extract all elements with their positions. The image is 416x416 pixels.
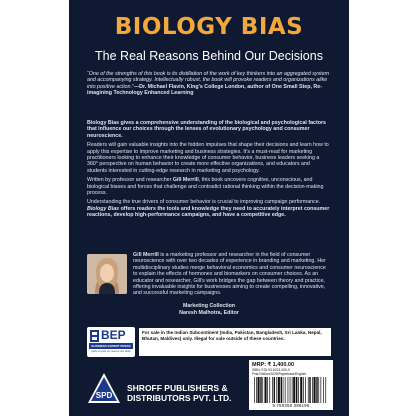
quote-attribution: —Dr. Michael Flavin, King's College London, author of One Small Step, Re-imagining Technology Enhanced Learning <box>87 83 322 97</box>
bep-mark-icon <box>90 330 99 342</box>
description-para-3: Written by professor and researcher Gill Merrill, this book uncovers cognitive, unconscious, and biological biases and forces that challenge and contradict rational thinking within the decision-making process. <box>87 177 324 197</box>
quote-text: “One of the strengths of this book is its distillation of the work of key thinkers into an aggregated system and accompanying strategy. Intellectually robust, the book will provoke readers and organizations alike into positive action.” <box>87 71 330 90</box>
author-bio: Gill Merrill is a marketing professor and researcher in the field of consumer neuroscience with over two decades of experience in branding and marketing. Her multidisciplinary studies merge behavioral economics and consumer neuroscience to explain the effects of hormones and biomarkers on consumer choices. As an educator and researcher, Gill’s work bridges the gap between theory and practice, offering invaluable insights for businesses aiming to create compelling, innovative, and successful marketing campaigns. <box>133 252 326 297</box>
book-subtitle: The Real Reasons Behind Our Decisions <box>95 49 323 63</box>
barcode-box <box>249 360 333 410</box>
description-para-4: Understanding the true drivers of consumer behavior is crucial to improving campaign performance. Biology Bias offers readers the tools and knowledge they need to accurately interpret consumer reactions, develop high-performance campaigns, and have a competitive edge. <box>87 199 330 219</box>
mrp-price: MRP: ₹ 1,400.00 <box>252 362 295 368</box>
collection-info <box>69 303 349 316</box>
book-title: BIOLOGY BIAS <box>114 14 304 40</box>
endorsement-quote <box>87 71 331 97</box>
spd-logo-text: SPD <box>95 391 113 400</box>
collection-name: Marketing Collection <box>182 303 236 309</box>
collection-editor: Naresh Malhotra, Editor <box>179 309 239 316</box>
spd-logo-icon <box>87 372 121 406</box>
barcode-icon <box>253 377 329 403</box>
back-cover <box>69 0 349 416</box>
description-lead: Biology Bias gives a comprehensive understanding of the biological and psychological factors that influence our choices through the lenses of evolutionary psychology and consumer neuroscience. <box>87 120 326 139</box>
bep-logo: BEP BUSINESS EXPERT PRESS guide to good you need is your ideas <box>87 327 135 357</box>
author-photo <box>87 254 127 294</box>
publisher-name: SHROFF PUBLISHERS & DISTRIBUTORS PVT. LTD. <box>127 383 232 403</box>
description-para-2: Readers will gain valuable insights into the hidden impulses that shape their decisions and learn how to apply this expertise to improve marketing and business strategies. It’s a must-read for marketing practitioners looking to enhance their knowledge of consumer behavior, business leaders seeking a 360° perspective on human behavior to create more effective organizations, and educators and students interested in cutting-edge research in marketing and psychology. <box>87 142 329 174</box>
isbn-line: ISBN: 978-93-5213-000-0 <box>252 368 290 372</box>
edition-line: First Edition/2025/Paperback/English <box>252 372 307 376</box>
sale-territory-notice: For sale in the Indian Subcontinent (India, Pakistan, Bangladesh, Sri Lanka, Nepal, Bhutan, Maldives) only. Illegal for sale outside of these countries. <box>139 328 331 356</box>
author-name: Gill Merrill <box>133 252 159 258</box>
description <box>87 120 331 222</box>
barcode-number: 9 789368 088196 <box>272 403 310 408</box>
